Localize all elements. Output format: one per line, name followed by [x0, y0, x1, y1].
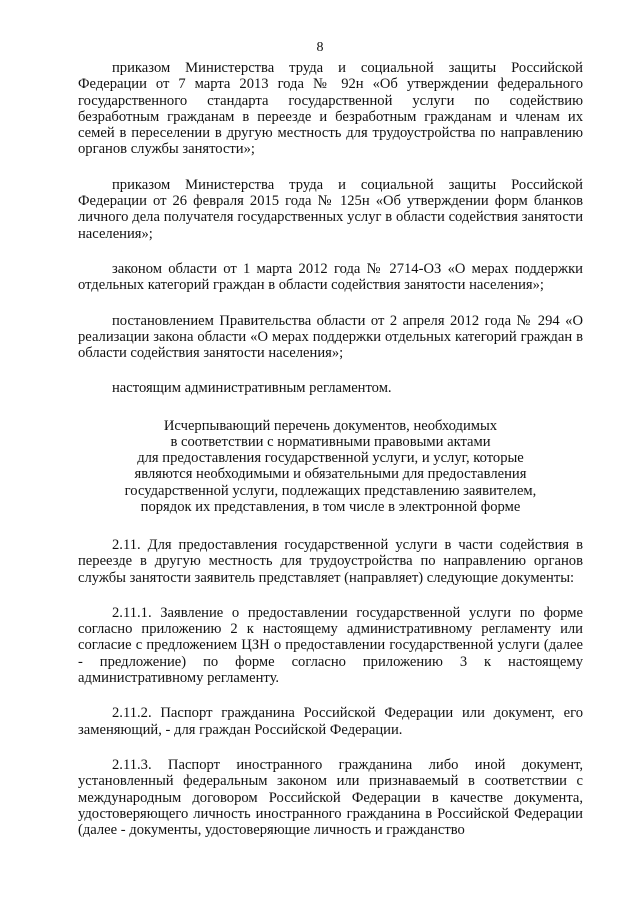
heading-line: Исчерпывающий перечень документов, необходимых: [163, 417, 498, 434]
section-heading: [78, 418, 583, 515]
document-body: [78, 60, 583, 838]
heading-line: в соответствии с нормативными правовыми актами: [170, 433, 491, 450]
paragraph-2-11-3: 2.11.3. Паспорт иностранного гражданина либо иной документ, установленный федеральным законом или признаваемый в соответствии с международным договором Российской Федерации в качестве документа, удостоверяющего личность иностранного гражданина в Российской Федерации (далее - документы, удостоверяющие личность и гражданство: [78, 756, 583, 839]
page-number: 8: [316, 40, 324, 55]
paragraph-order-92n: приказом Министерства труда и социальной защиты Российской Федерации от 7 марта 2013 года № 92н «Об утверждении федерального государственного стандарта государственной услуги по содействию безработным гражданам в переезде и безработным гражданам и членам их семей в переселении в другую местность для трудоустройства по направлению органов службы занятости»;: [78, 60, 583, 158]
heading-line: порядок их представления, в том числе в электронной форме: [140, 498, 521, 515]
heading-line: государственной услуги, подлежащих представлению заявителем,: [124, 482, 537, 499]
paragraph-2-11-2: 2.11.2. Паспорт гражданина Российской Федерации или документ, его заменяющий, - для граждан Российской Федерации.: [78, 705, 583, 738]
heading-line: являются необходимыми и обязательными для предоставления: [134, 466, 527, 483]
paragraph-law-2714: законом области от 1 марта 2012 года № 2714-ОЗ «О мерах поддержки отдельных категорий граждан в области содействия занятости населения»;: [78, 260, 583, 294]
paragraph-resolution-294: постановлением Правительства области от 2 апреля 2012 года № 294 «О реализации закона области «О мерах поддержки отдельных категорий граждан в области содействия занятости населения»;: [78, 312, 583, 362]
paragraph-2-11-1: 2.11.1. Заявление о предоставлении государственной услуги по форме согласно приложению 2 к настоящему административному регламенту или согласие с предложением ЦЗН о предоставлении государственной услуги (далее - предложение) по форме согласно приложению 3 к настоящему административному регламенту.: [78, 604, 583, 687]
paragraph-regulation: настоящим административным регламентом.: [112, 380, 392, 397]
heading-line: для предоставления государственной услуги, и услуг, которые: [137, 450, 524, 467]
paragraph-order-125n: приказом Министерства труда и социальной защиты Российской Федерации от 26 февраля 2015 года № 125н «Об утверждении форм бланков личного дела получателя государственных услуг в области содействия занятости населения»;: [78, 176, 583, 242]
paragraph-2-11: 2.11. Для предоставления государственной услуги в части содействия в переезде в другую местность для трудоустройства по направлению органов службы занятости заявитель представляет (направляет) следующие документы:: [78, 536, 583, 586]
